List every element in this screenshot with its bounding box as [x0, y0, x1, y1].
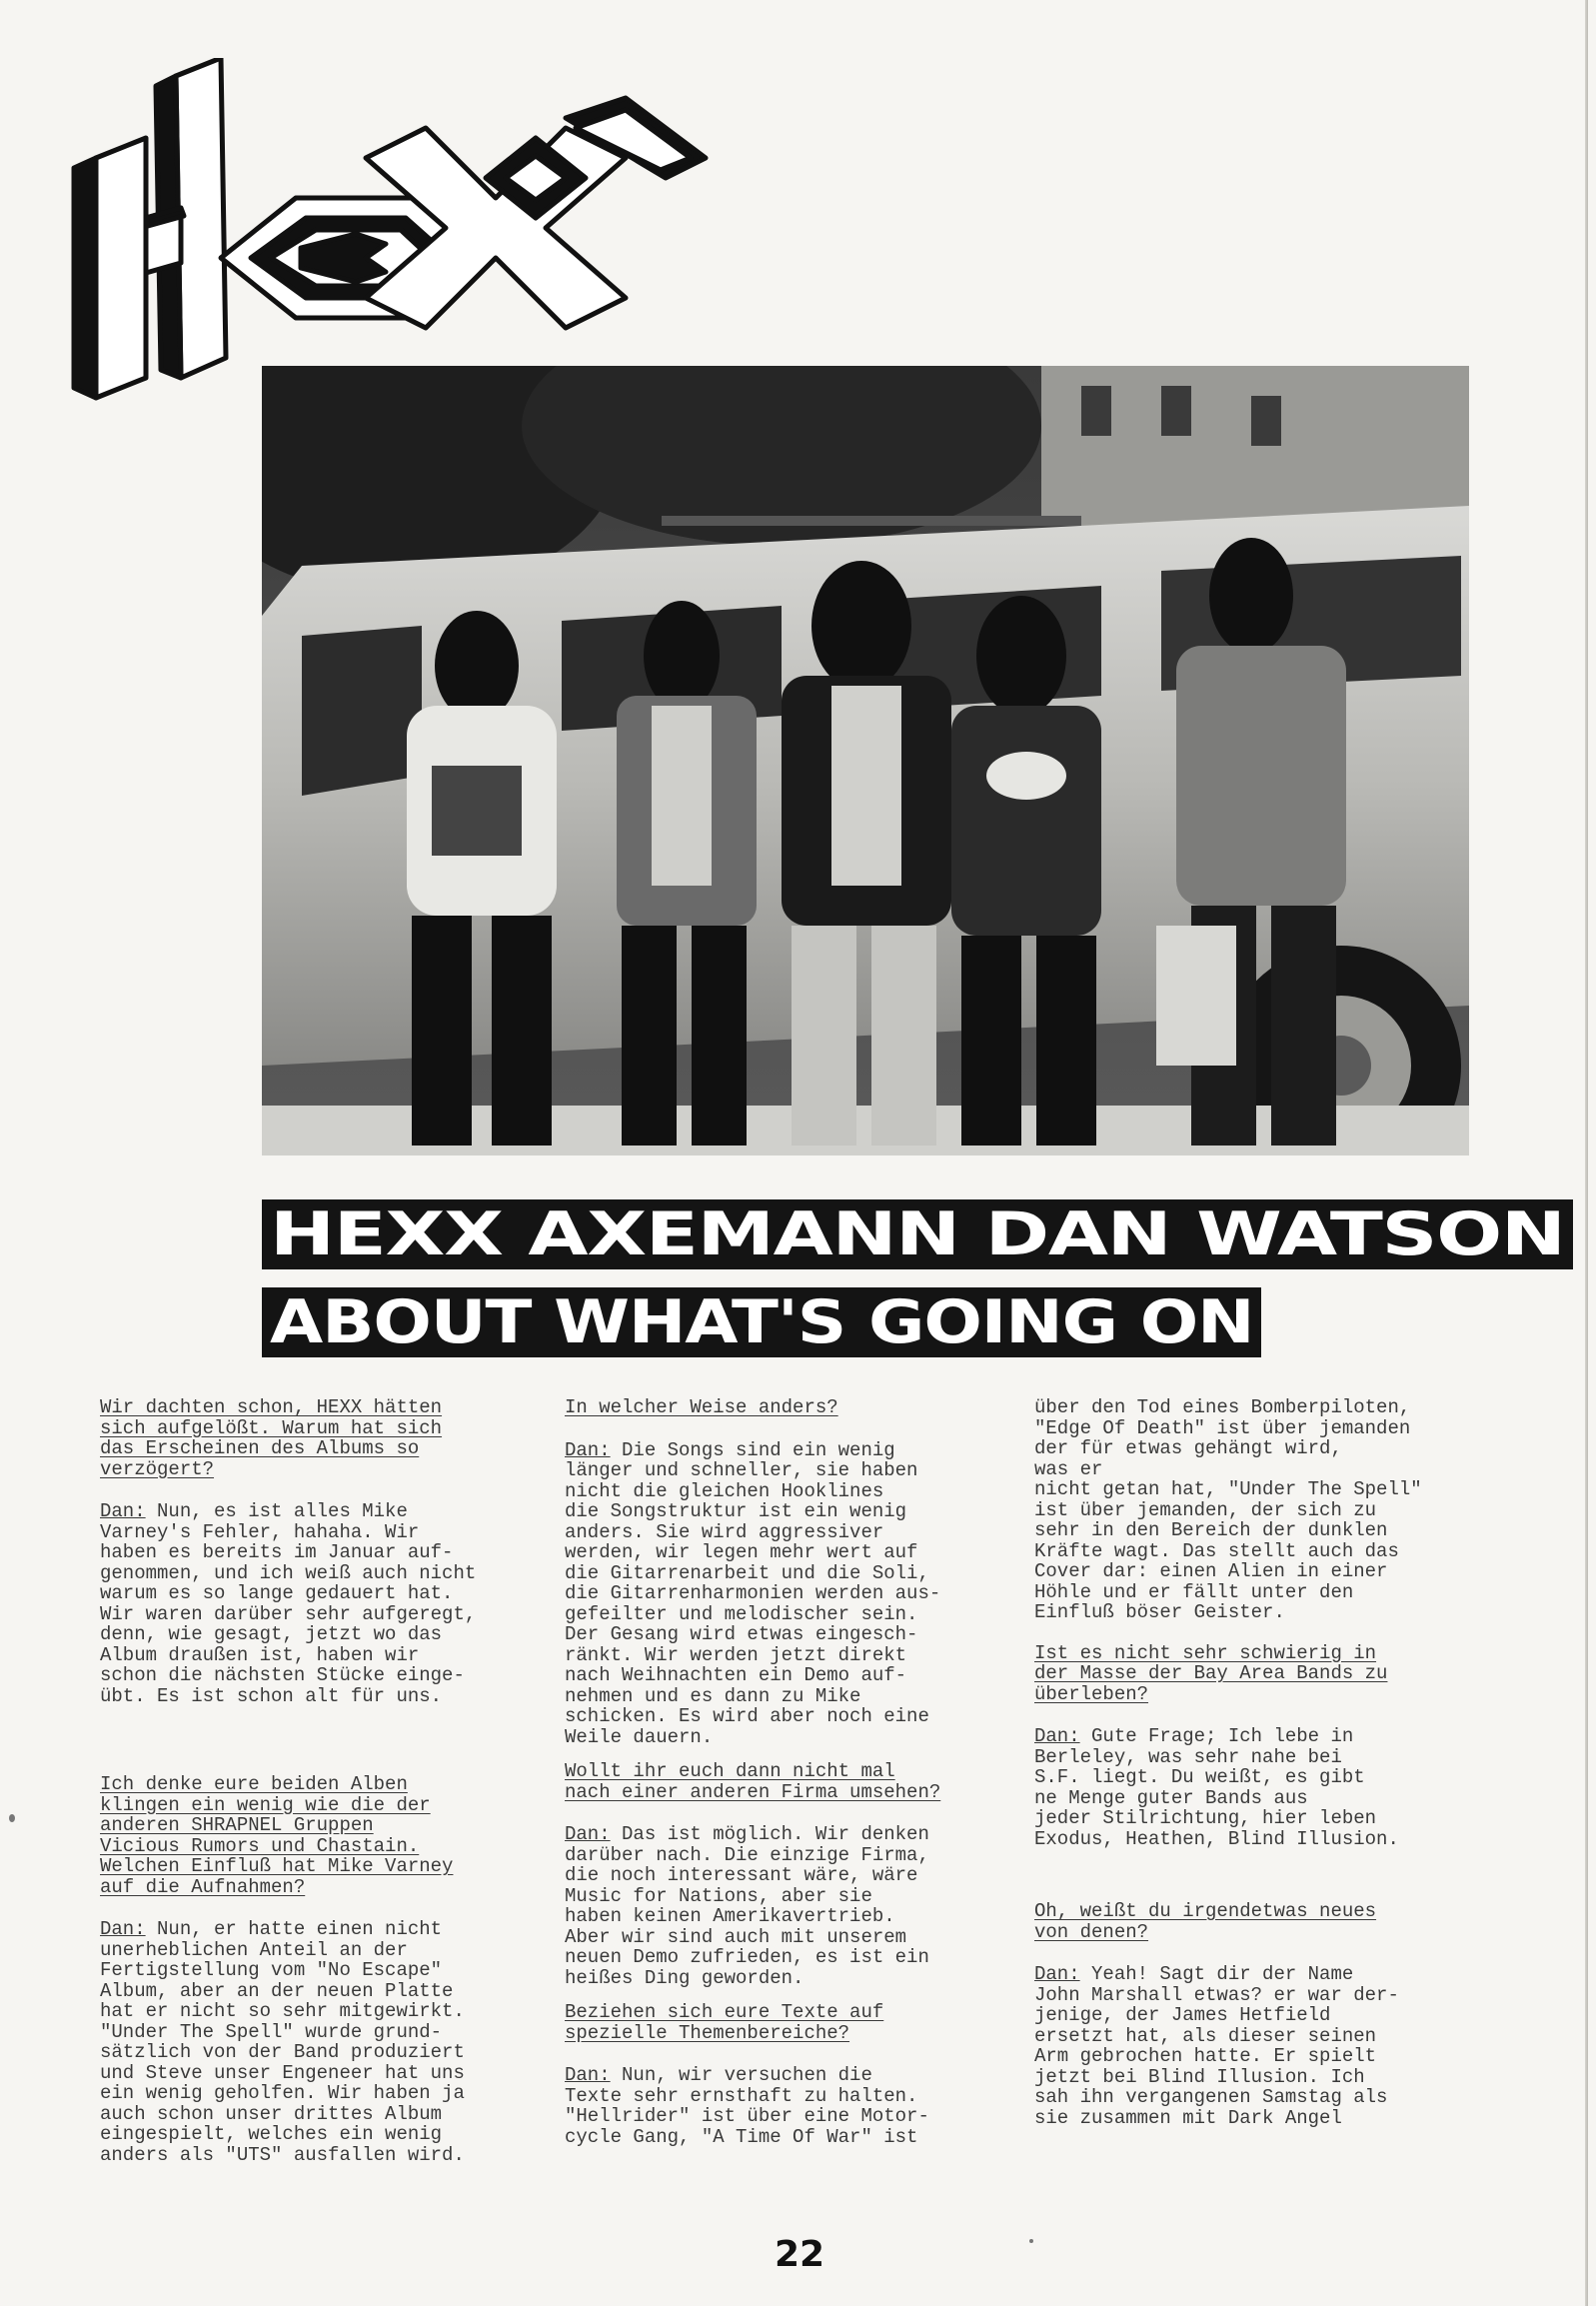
band-photo [262, 366, 1469, 1155]
speaker-label: Dan: [565, 2064, 611, 2086]
answer-text: über den Tod eines Bomberpiloten, "Edge Of Death" ist über jemanden der für etwas gehängt wird, was er nicht getan hat, "Under The Spell" ist über jemanden, der sich zu sehr in den Bereich der dunklen Kräfte wagt. Das stellt auch das Cover dar: einen Alien in einer Höhle und er fällt unter den Einfluß böser Geister. [1034, 1396, 1422, 1623]
article-column-3 [1034, 1397, 1474, 2160]
answer-text: Nun, es ist alles Mike Varney's Fehler, hahaha. Wir haben es bereits im Januar auf- genommen, und ich weiß auch nicht warum es so lange gedauert hat. Wir waren darüber sehr aufgeregt, denn, wie gesagt, jetzt wo das Album draußen ist, haben wir schon die nächsten Stücke einge- übt. Es ist schon alt für uns. [100, 1500, 477, 1707]
scan-speck [9, 1814, 15, 1822]
hexx-logo [66, 58, 738, 408]
answer [1034, 1964, 1474, 2128]
answer-text: Nun, er hatte einen nicht unerheblichen Anteil an der Fertigstellung vom "No Escape" Album, aber an der neuen Platte hat er nicht so sehr mitgewirkt. "Under The Spell" wurde grund- sätzlich von der Band produziert und Steve unser Engeneer hat uns ein wenig geholfen. Wir haben ja auch schon unser drittes Album eingespielt, welches ein wenig anders als "UTS" ausfallen wird. [100, 1918, 465, 2166]
scan-speck [1029, 2239, 1033, 2243]
answer [565, 1440, 1004, 1748]
question: Ich denke eure beiden Alben klingen ein wenig wie die der anderen SHRAPNEL Gruppen Vicious Rumors und Chastain. Welchen Einfluß hat Mike Varney auf die Aufnahmen? [100, 1773, 454, 1898]
question: Ist es nicht sehr schwierig in der Masse der Bay Area Bands zu überleben? [1034, 1641, 1388, 1705]
question: Oh, weißt du irgendetwas neues von denen? [1034, 1900, 1377, 1943]
article-column-2 [565, 1397, 1004, 2179]
headline-line-2: ABOUT WHAT'S GOING ON [262, 1287, 1261, 1357]
answer [100, 1919, 500, 2165]
speaker-label: Dan: [565, 1823, 611, 1845]
question: Wir dachten schon, HEXX hätten sich aufgelößt. Warum hat sich das Erscheinen des Albums so verzögert? [100, 1396, 443, 1480]
question: Wollt ihr euch dann nicht mal nach einer anderen Firma umsehen? [565, 1760, 941, 1803]
answer-text: Das ist möglich. Wir denken darüber nach. Die einzige Firma, die noch interessant wäre, wäre Music for Nations, aber sie haben keinen Amerikavertrieb. Aber wir sind auch mit unserem neuen Demo zufrieden, es ist ein heißes Ding geworden. [565, 1823, 929, 1989]
page-number: 22 [774, 2234, 825, 2275]
speaker-label: Dan: [565, 1438, 611, 1461]
answer-text: Gute Frage; Ich lebe in Berleley, was sehr nahe bei S.F. liegt. Du weißt, es gibt ne Menge guter Bands aus jeder Stilrichtung, hier leben Exodus, Heathen, Blind Illusion. [1034, 1725, 1399, 1850]
band-photo-image [262, 366, 1469, 1155]
speaker-label: Dan: [1034, 1963, 1080, 1985]
answer [565, 1824, 1004, 1988]
answer [565, 2065, 1004, 2147]
answer-text: Yeah! Sagt dir der Name John Marshall etwas? er war der- jenige, der James Hetfield ersetzt hat, als dieser seinen Arm gebrochen hatte. Er spielt jetzt bei Blind Illusion. Ich sah ihn vergangenen Samstag als sie zusammen mit Dark Angel [1034, 1963, 1399, 2129]
speaker-label: Dan: [1034, 1725, 1080, 1747]
question: Beziehen sich eure Texte auf spezielle Themenbereiche? [565, 2001, 884, 2044]
page-edge [1585, 0, 1588, 2306]
speaker-label: Dan: [100, 1918, 146, 1940]
answer-text: Die Songs sind ein wenig länger und schneller, sie haben nicht die gleichen Hooklines die Songstruktur ist ein wenig anders. Sie wird aggressiver werden, wir legen mehr wert auf die Gitarrenarbeit und die Soli, die Gitarrenharmonien werden aus- gefeilter und melodischer sein. Der Gesang wird etwas eingesch- ränkt. Wir werden jetzt direkt nach Weihnachten ein Demo auf- nehmen und es dann zu Mike schicken. Es wird aber noch eine Weile dauern. [565, 1438, 941, 1748]
speaker-label: Dan: [100, 1500, 146, 1522]
headline-line-1: HEXX AXEMANN DAN WATSON [262, 1199, 1573, 1269]
question: In welcher Weise anders? [565, 1396, 838, 1418]
article-column-1 [100, 1397, 500, 2197]
answer [100, 1501, 500, 1706]
answer [1034, 1726, 1474, 1849]
answer-text: Nun, wir versuchen die Texte sehr ernsthaft zu halten. "Hellrider" ist über eine Motor- cycle Gang, "A Time Of War" ist [565, 2064, 929, 2148]
